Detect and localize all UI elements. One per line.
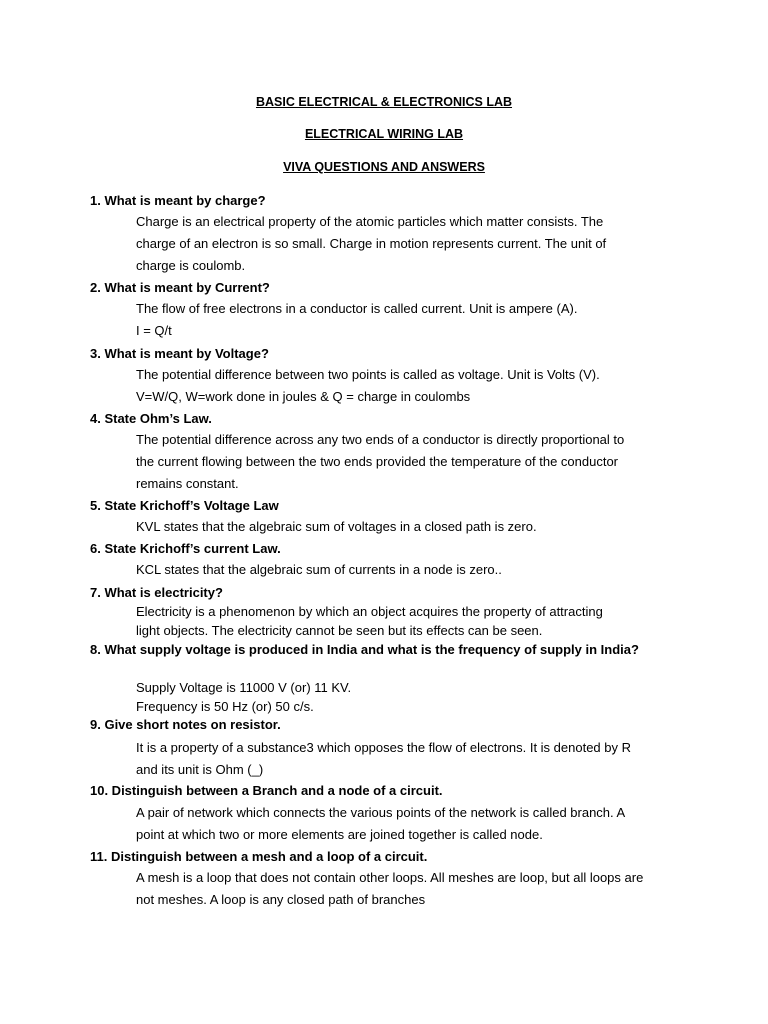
answer-line: the current flowing between the two ends provided the temperature of the conductor: [136, 454, 619, 469]
answer-1: [136, 211, 684, 277]
question-7: 7. What is electricity?: [90, 585, 223, 600]
answer-line: Electricity is a phenomenon by which an object acquires the property of attracting: [136, 604, 603, 619]
question-5: 5. State Krichoff’s Voltage Law: [90, 498, 279, 513]
answer-line: charge is coulomb.: [136, 258, 246, 273]
question-8: 8. What supply voltage is produced in India and what is the frequency of supply in India?: [90, 642, 639, 657]
answer-9: [136, 737, 684, 781]
answer-line: and its unit is Ohm (_): [136, 762, 264, 777]
question-3: 3. What is meant by Voltage?: [90, 346, 269, 361]
question-2: 2. What is meant by Current?: [90, 280, 270, 295]
answer-line: charge of an electron is so small. Charge in motion represents current. The unit of: [136, 236, 607, 251]
document-subtitle: ELECTRICAL WIRING LAB: [304, 127, 464, 141]
answer-line: remains constant.: [136, 476, 239, 491]
document-title: BASIC ELECTRICAL & ELECTRONICS LAB: [255, 95, 513, 109]
answer-line: light objects. The electricity cannot be seen but its effects can be seen.: [136, 623, 543, 638]
answer-4: [136, 429, 684, 495]
question-10: 10. Distinguish between a Branch and a node of a circuit.: [90, 783, 443, 798]
answer-line: The potential difference across any two ends of a conductor is directly proportional to: [136, 432, 625, 447]
answer-10: [136, 802, 684, 846]
answer-5: [136, 516, 684, 538]
answer-3: [136, 364, 684, 408]
answer-line: I = Q/t: [136, 323, 172, 338]
answer-line: A mesh is a loop that does not contain other loops. All meshes are loop, but all loops are: [136, 870, 644, 885]
section-heading: VIVA QUESTIONS AND ANSWERS: [283, 160, 485, 174]
answer-line: Frequency is 50 Hz (or) 50 c/s.: [136, 699, 314, 714]
answer-line: Charge is an electrical property of the atomic particles which matter consists. The: [136, 214, 604, 229]
question-4: 4. State Ohm’s Law.: [90, 411, 212, 426]
question-11: 11. Distinguish between a mesh and a loop of a circuit.: [90, 849, 428, 864]
answer-line: point at which two or more elements are joined together is called node.: [136, 827, 543, 842]
answer-line: not meshes. A loop is any closed path of branches: [136, 892, 426, 907]
answer-2: [136, 298, 684, 342]
answer-line: Supply Voltage is 11000 V (or) 11 KV.: [136, 680, 352, 695]
answer-line: It is a property of a substance3 which opposes the flow of electrons. It is denoted by R: [136, 740, 631, 755]
answer-line: V=W/Q, W=work done in joules & Q = charge in coulombs: [136, 389, 471, 404]
answer-line: A pair of network which connects the various points of the network is called branch. A: [136, 805, 626, 820]
answer-7: [136, 602, 684, 640]
answer-11: [136, 867, 684, 911]
question-1: 1. What is meant by charge?: [90, 193, 266, 208]
answer-line: The potential difference between two points is called as voltage. Unit is Volts (V).: [136, 367, 600, 382]
answer-line: KCL states that the algebraic sum of currents in a node is zero..: [136, 562, 502, 577]
answer-line: KVL states that the algebraic sum of voltages in a closed path is zero.: [136, 519, 537, 534]
question-9: 9. Give short notes on resistor.: [90, 717, 281, 732]
answer-line: The flow of free electrons in a conductor is called current. Unit is ampere (A).: [136, 301, 578, 316]
question-6: 6. State Krichoff’s current Law.: [90, 541, 281, 556]
answer-6: [136, 559, 684, 581]
answer-8: [136, 678, 684, 716]
